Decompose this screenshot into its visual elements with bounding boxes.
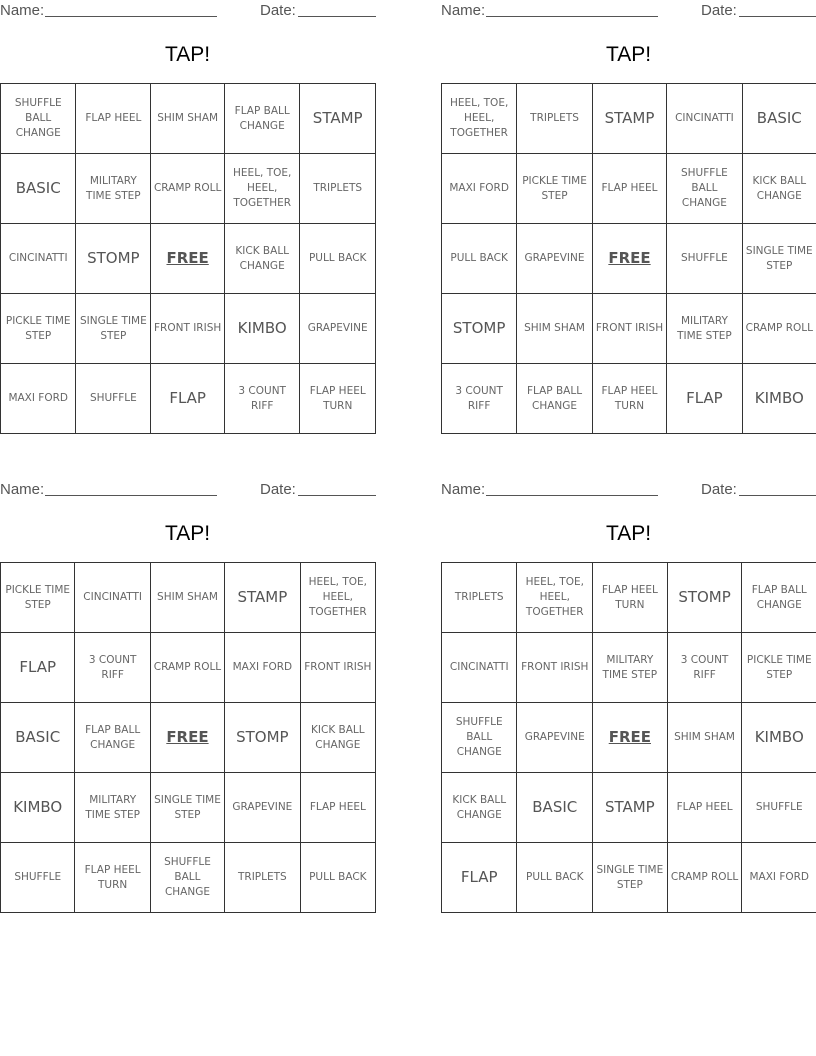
card-header xyxy=(441,0,816,24)
grid-row xyxy=(442,633,816,703)
bingo-cell: PULL BACK xyxy=(300,843,375,913)
bingo-card-1 xyxy=(0,0,376,412)
bingo-cell: MAXI FORD xyxy=(225,633,301,703)
name-blank-line xyxy=(486,16,658,17)
grid-row xyxy=(1,294,376,364)
grid-row xyxy=(442,773,816,843)
bingo-cell: FLAP xyxy=(1,633,75,703)
free-space: FREE xyxy=(592,224,666,294)
grid-row xyxy=(1,633,376,703)
bingo-cell: STAMP xyxy=(225,563,301,633)
bingo-cell: SHUFFLE xyxy=(742,773,816,843)
bingo-cell: TRIPLETS xyxy=(300,154,376,224)
bingo-cell: FLAP BALL CHANGE xyxy=(225,84,300,154)
bingo-cell: TRIPLETS xyxy=(517,84,593,154)
date-blank-line xyxy=(298,16,376,17)
bingo-cell: FRONT IRISH xyxy=(151,294,225,364)
bingo-cell: HEEL, TOE, HEEL, TOGETHER xyxy=(300,563,375,633)
bingo-cell: 3 COUNT RIFF xyxy=(75,633,150,703)
bingo-cell: FLAP HEEL xyxy=(300,773,375,843)
bingo-cell: KICK BALL CHANGE xyxy=(442,773,517,843)
bingo-cell: CRAMP ROLL xyxy=(667,843,742,913)
bingo-cell: PULL BACK xyxy=(517,843,593,913)
bingo-cell: STAMP xyxy=(300,84,376,154)
bingo-cell: PICKLE TIME STEP xyxy=(517,154,593,224)
bingo-cell: MILITARY TIME STEP xyxy=(76,154,151,224)
bingo-cell: FLAP HEEL xyxy=(667,773,742,843)
bingo-cell: SINGLE TIME STEP xyxy=(593,843,668,913)
bingo-cell: SHUFFLE xyxy=(667,224,742,294)
bingo-cell: KIMBO xyxy=(742,364,816,434)
bingo-cell: MILITARY TIME STEP xyxy=(75,773,150,843)
bingo-cell: FRONT IRISH xyxy=(592,294,666,364)
grid-row xyxy=(1,703,376,773)
bingo-cell: SHUFFLE BALL CHANGE xyxy=(667,154,742,224)
bingo-cell: FLAP HEEL TURN xyxy=(300,364,376,434)
bingo-cell: SINGLE TIME STEP xyxy=(150,773,224,843)
free-space: FREE xyxy=(593,703,668,773)
bingo-cell: FLAP BALL CHANGE xyxy=(742,563,816,633)
date-label: Date: xyxy=(701,2,737,19)
bingo-cell: BASIC xyxy=(1,703,75,773)
bingo-cell: BASIC xyxy=(517,773,593,843)
grid-row xyxy=(1,364,376,434)
bingo-cell: FLAP xyxy=(667,364,742,434)
bingo-cell: FLAP HEEL xyxy=(76,84,151,154)
name-blank-line xyxy=(45,495,217,496)
bingo-grid xyxy=(0,83,376,434)
bingo-grid xyxy=(0,562,376,913)
free-space: FREE xyxy=(151,224,225,294)
grid-row xyxy=(442,154,816,224)
bingo-cell: SINGLE TIME STEP xyxy=(742,224,816,294)
bingo-cell: CINCINATTI xyxy=(442,633,517,703)
card-header xyxy=(0,479,376,503)
bingo-cell: MAXI FORD xyxy=(442,154,517,224)
card-header xyxy=(441,479,816,503)
bingo-cell: KIMBO xyxy=(225,294,300,364)
free-space: FREE xyxy=(150,703,224,773)
bingo-cell: MAXI FORD xyxy=(1,364,76,434)
bingo-cell: HEEL, TOE, HEEL, TOGETHER xyxy=(225,154,300,224)
bingo-cell: FLAP BALL CHANGE xyxy=(75,703,150,773)
bingo-cell: KICK BALL CHANGE xyxy=(742,154,816,224)
bingo-cell: MILITARY TIME STEP xyxy=(667,294,742,364)
bingo-cell: FLAP HEEL TURN xyxy=(75,843,150,913)
bingo-grid xyxy=(441,562,816,913)
bingo-cell: STOMP xyxy=(225,703,301,773)
bingo-cell: CRAMP ROLL xyxy=(150,633,224,703)
bingo-grid xyxy=(441,83,816,434)
grid-row xyxy=(442,703,816,773)
bingo-cell: SHIM SHAM xyxy=(517,294,593,364)
card-title: TAP! xyxy=(605,43,652,66)
bingo-cell: 3 COUNT RIFF xyxy=(225,364,300,434)
bingo-cell: SHIM SHAM xyxy=(667,703,742,773)
bingo-card-2 xyxy=(441,0,816,412)
bingo-card-3 xyxy=(0,479,376,898)
grid-row xyxy=(1,563,376,633)
bingo-cell: FLAP xyxy=(151,364,225,434)
bingo-cell: GRAPEVINE xyxy=(300,294,376,364)
bingo-cell: STOMP xyxy=(667,563,742,633)
bingo-card-4 xyxy=(441,479,816,891)
card-title: TAP! xyxy=(164,43,211,66)
bingo-cell: FLAP BALL CHANGE xyxy=(517,364,593,434)
bingo-cell: SHIM SHAM xyxy=(151,84,225,154)
bingo-cell: STAMP xyxy=(592,84,666,154)
grid-row xyxy=(1,154,376,224)
date-label: Date: xyxy=(701,481,737,498)
date-label: Date: xyxy=(260,2,296,19)
bingo-cell: KICK BALL CHANGE xyxy=(225,224,300,294)
bingo-cell: GRAPEVINE xyxy=(517,224,593,294)
grid-row xyxy=(1,843,376,913)
bingo-cell: CINCINATTI xyxy=(1,224,76,294)
bingo-cell: PULL BACK xyxy=(300,224,376,294)
grid-row xyxy=(442,364,816,434)
bingo-cell: SHUFFLE BALL CHANGE xyxy=(1,84,76,154)
grid-row xyxy=(442,294,816,364)
date-blank-line xyxy=(739,16,816,17)
grid-row xyxy=(1,773,376,843)
bingo-cell: STAMP xyxy=(593,773,668,843)
bingo-cell: 3 COUNT RIFF xyxy=(442,364,517,434)
bingo-cell: STOMP xyxy=(76,224,151,294)
bingo-cell: KICK BALL CHANGE xyxy=(300,703,375,773)
bingo-cell: STOMP xyxy=(442,294,517,364)
bingo-cell: PICKLE TIME STEP xyxy=(1,294,76,364)
bingo-cell: TRIPLETS xyxy=(442,563,517,633)
bingo-cell: SINGLE TIME STEP xyxy=(76,294,151,364)
bingo-cell: SHUFFLE xyxy=(76,364,151,434)
bingo-cell: TRIPLETS xyxy=(225,843,301,913)
bingo-cell: FLAP xyxy=(442,843,517,913)
grid-row xyxy=(1,224,376,294)
bingo-cell: CRAMP ROLL xyxy=(742,294,816,364)
bingo-cell: SHIM SHAM xyxy=(150,563,224,633)
bingo-cell: SHUFFLE xyxy=(1,843,75,913)
bingo-cell: FLAP HEEL xyxy=(592,154,666,224)
card-title: TAP! xyxy=(605,522,652,545)
bingo-cell: CINCINATTI xyxy=(667,84,742,154)
bingo-cell: FLAP HEEL TURN xyxy=(593,563,668,633)
bingo-cell: BASIC xyxy=(1,154,76,224)
name-label: Name: xyxy=(0,481,45,498)
bingo-cell: FRONT IRISH xyxy=(300,633,375,703)
date-label: Date: xyxy=(260,481,296,498)
grid-row xyxy=(1,84,376,154)
bingo-cell: HEEL, TOE, HEEL, TOGETHER xyxy=(442,84,517,154)
card-title: TAP! xyxy=(164,522,211,545)
bingo-cell: GRAPEVINE xyxy=(517,703,593,773)
bingo-cell: GRAPEVINE xyxy=(225,773,301,843)
grid-row xyxy=(442,84,816,154)
name-blank-line xyxy=(486,495,658,496)
bingo-cell: BASIC xyxy=(742,84,816,154)
name-label: Name: xyxy=(0,2,45,19)
name-label: Name: xyxy=(441,2,486,19)
bingo-cell: 3 COUNT RIFF xyxy=(667,633,742,703)
bingo-cell: CRAMP ROLL xyxy=(151,154,225,224)
grid-row xyxy=(442,843,816,913)
bingo-cell: KIMBO xyxy=(1,773,75,843)
bingo-cell: CINCINATTI xyxy=(75,563,150,633)
bingo-cell: SHUFFLE BALL CHANGE xyxy=(150,843,224,913)
grid-row xyxy=(442,563,816,633)
date-blank-line xyxy=(739,495,816,496)
bingo-cell: MILITARY TIME STEP xyxy=(593,633,668,703)
bingo-cell: MAXI FORD xyxy=(742,843,816,913)
bingo-cell: SHUFFLE BALL CHANGE xyxy=(442,703,517,773)
bingo-cell: HEEL, TOE, HEEL, TOGETHER xyxy=(517,563,593,633)
card-header xyxy=(0,0,376,24)
date-blank-line xyxy=(298,495,376,496)
bingo-cell: PICKLE TIME STEP xyxy=(742,633,816,703)
bingo-cell: PICKLE TIME STEP xyxy=(1,563,75,633)
bingo-cell: PULL BACK xyxy=(442,224,517,294)
name-label: Name: xyxy=(441,481,486,498)
grid-row xyxy=(442,224,816,294)
name-blank-line xyxy=(45,16,217,17)
bingo-cell: FLAP HEEL TURN xyxy=(592,364,666,434)
bingo-cell: FRONT IRISH xyxy=(517,633,593,703)
bingo-cell: KIMBO xyxy=(742,703,816,773)
